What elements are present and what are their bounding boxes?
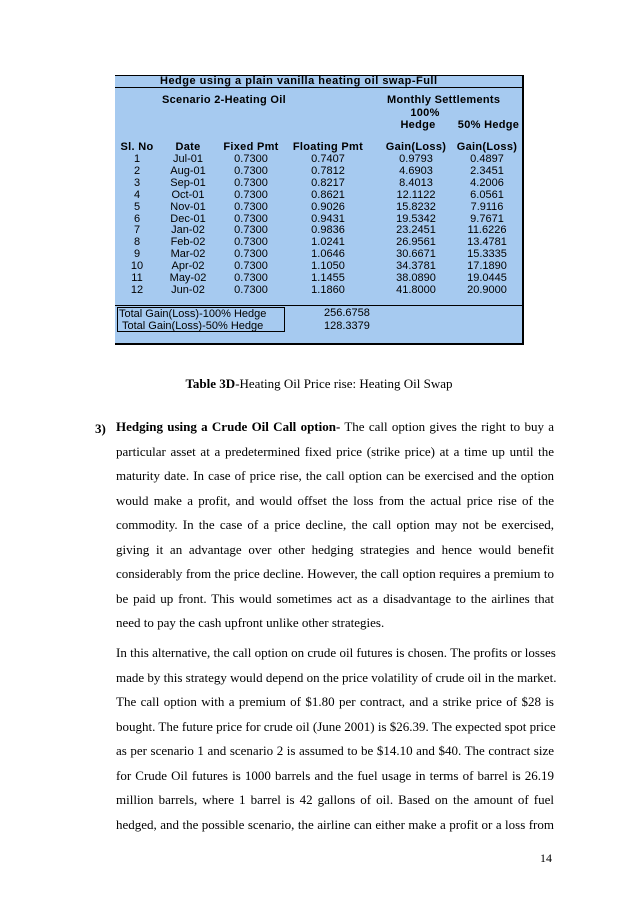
table-cell: 0.7300 xyxy=(234,200,268,213)
swap-table-figure xyxy=(115,75,524,345)
table-cell: 0.7300 xyxy=(234,272,268,284)
table-cell: 38.0890 xyxy=(396,272,436,284)
table-cell: Aug-01 xyxy=(170,164,206,177)
column-header: Gain(Loss) xyxy=(456,141,518,153)
total-100-label: Total Gain(Loss)-100% Hedge xyxy=(119,308,267,320)
table-cell: 11 xyxy=(131,272,143,284)
totals-divider xyxy=(115,305,522,306)
table-cell: 0.7300 xyxy=(234,236,268,249)
table-cell: 0.9793 xyxy=(399,153,433,165)
table-cell: 8 xyxy=(133,236,141,249)
table-cell: 12 xyxy=(130,283,144,296)
table-cell: Apr-02 xyxy=(171,260,205,273)
table-caption xyxy=(0,376,638,392)
paragraph-line: hedged, and the possible scenario, the airline can either make a profit or a loss from xyxy=(116,816,554,832)
table-cell: 0.8217 xyxy=(311,176,345,189)
table-cell: 1.1050 xyxy=(311,260,345,273)
table-cell: 1.0241 xyxy=(311,236,345,249)
table-cell: 1 xyxy=(133,153,141,165)
page-number: 14 xyxy=(540,851,552,865)
scenario-label: Scenario 2-Heating Oil xyxy=(162,94,286,106)
table-cell: 7.9116 xyxy=(470,200,504,213)
paragraph-line: commodity. In the case of a price decline, the call option may not be exercised, xyxy=(116,517,554,532)
caption-label: Table 3D xyxy=(185,376,236,391)
table-cell: 10 xyxy=(130,260,144,273)
section-3-paragraph xyxy=(116,415,554,636)
paragraph-line: need to pay the cash upfront unlike other strategies. xyxy=(116,615,385,630)
total-50-label: Total Gain(Loss)-50% Hedge xyxy=(122,320,264,332)
table-cell: 23.2451 xyxy=(396,224,436,237)
table-cell: 9.7671 xyxy=(470,212,504,225)
table-cell: 11.6226 xyxy=(467,224,507,237)
paragraph-line: would make a profit, and would offset the loss from the actual price rise of the xyxy=(116,492,554,508)
table-cell: Oct-01 xyxy=(171,188,205,201)
table-cell: 19.5342 xyxy=(396,212,436,225)
table-cell: 0.7300 xyxy=(234,153,268,165)
table-cell: 0.7812 xyxy=(311,164,345,177)
paragraph-line: for Crude Oil futures is 1000 barrels and the fuel usage in terms of barrel is 26.19 xyxy=(116,767,554,783)
hedge-50-label: 50% Hedge xyxy=(457,119,520,131)
table-cell: 17.1890 xyxy=(467,260,507,273)
paragraph-line: In this alternative, the call option on crude oil futures is chosen. The profits or losses xyxy=(116,645,556,660)
column-header: Floating Pmt xyxy=(292,141,364,153)
table-cell: 0.9431 xyxy=(311,212,345,225)
paragraph-line: be paid up front. This would sometimes act as a disadvantage to the airlines that xyxy=(116,590,554,606)
table-cell: 0.4897 xyxy=(470,153,504,165)
table-cell: Jul-01 xyxy=(173,153,203,165)
hedge-100-pct-label: 100% xyxy=(410,107,440,119)
table-cell: Dec-01 xyxy=(170,212,206,225)
table-cell: 1.1860 xyxy=(311,283,345,296)
table-cell: 19.0445 xyxy=(467,272,507,284)
table-cell: 6 xyxy=(133,212,141,225)
table-cell: 0.7300 xyxy=(234,176,268,189)
table-cell: 0.9836 xyxy=(311,224,345,237)
table-cell: 30.6671 xyxy=(396,248,436,261)
table-cell: Jan-02 xyxy=(171,224,205,237)
table-cell: 1.1455 xyxy=(311,272,345,284)
table-cell: 0.7300 xyxy=(234,248,268,261)
table-cell: 26.9561 xyxy=(396,236,436,249)
table-cell: 41.8000 xyxy=(396,283,436,296)
totals-box xyxy=(117,307,285,332)
table-cell: 3 xyxy=(133,176,141,189)
table-cell: 0.7300 xyxy=(234,224,268,237)
table-cell: 6.0561 xyxy=(470,188,504,201)
paragraph-line: million barrels, where 1 barrel is 42 gallons of oil. Based on the amount of fuel xyxy=(116,792,554,807)
column-header: Date xyxy=(175,141,201,153)
table-cell: 0.7300 xyxy=(234,164,268,177)
table-cell: 13.4781 xyxy=(467,236,507,249)
table-cell: 0.7407 xyxy=(311,153,345,165)
paragraph-line: as per scenario 1 and scenario 2 is assumed to be $14.10 and $40. The contract size xyxy=(116,743,554,758)
table-cell: 0.7300 xyxy=(234,188,268,201)
table-cell: Nov-01 xyxy=(170,200,206,213)
table-cell: Sep-01 xyxy=(170,176,206,189)
table-cell: 12.1122 xyxy=(396,188,436,201)
table-title-text: Hedge using a plain vanilla heating oil swap-Full xyxy=(160,75,438,87)
paragraph-line: bought. The future price for crude oil (June 2001) is $26.39. The expected spot price xyxy=(116,718,556,734)
table-cell: 0.8621 xyxy=(311,188,345,201)
call-option-paragraph xyxy=(116,641,557,837)
table-cell: 2 xyxy=(133,164,141,177)
hedge-label: Hedge xyxy=(400,119,436,131)
table-cell: 8.4013 xyxy=(399,176,433,189)
paragraph-line: considerably from the price decline. However, the call option requires a premium to xyxy=(116,566,554,581)
table-cell: 4 xyxy=(133,188,141,201)
table-cell: 2.3451 xyxy=(470,164,504,177)
monthly-settlements-label: Monthly Settlements xyxy=(387,94,501,106)
column-header: Sl. No xyxy=(120,141,154,153)
paragraph-line: maturity date. In case of price rise, the call option can be exercised and the option xyxy=(116,468,554,483)
table-cell: 4.2006 xyxy=(470,176,504,189)
table-cell: Mar-02 xyxy=(170,248,206,261)
table-cell: 15.8232 xyxy=(396,200,436,213)
total-50-value: 128.3379 xyxy=(324,320,370,332)
table-cell: 34.3781 xyxy=(396,260,436,273)
paragraph-line: made by this strategy would depend on the price volatility of crude oil in the market. xyxy=(116,669,557,685)
table-cell: 20.9000 xyxy=(467,283,507,296)
table-cell: 0.7300 xyxy=(234,212,268,225)
paragraph-line: The call option with a premium of $1.80 per contract, and a strike price of $28 is xyxy=(116,694,554,709)
column-header: Gain(Loss) xyxy=(385,141,447,153)
caption-text: -Heating Oil Price rise: Heating Oil Swap xyxy=(235,376,453,391)
table-cell: 5 xyxy=(133,200,141,213)
total-100-value: 256.6758 xyxy=(324,307,370,319)
table-cell: 1.0646 xyxy=(311,248,345,261)
table-cell: 9 xyxy=(133,248,141,261)
table-cell: 0.9026 xyxy=(311,200,345,213)
table-cell: 15.3335 xyxy=(467,248,507,261)
table-cell: 0.7300 xyxy=(234,260,268,273)
paragraph-line: giving it an advantage over other hedging strategies and hence would benefit xyxy=(116,541,554,557)
table-title xyxy=(115,75,522,88)
section-number: 3) xyxy=(95,421,106,436)
first-line-text: The call option gives the right to buy a xyxy=(344,419,554,434)
column-header: Fixed Pmt xyxy=(223,141,279,153)
table-cell: 0.7300 xyxy=(234,283,268,296)
table-cell: Jun-02 xyxy=(171,283,205,296)
table-cell: 7 xyxy=(133,224,141,237)
section-heading: Hedging using a Crude Oil Call option- xyxy=(116,419,341,434)
paragraph-line xyxy=(116,415,554,440)
table-cell: 4.6903 xyxy=(399,164,433,177)
table-cell: Feb-02 xyxy=(170,236,206,249)
paragraph-line: particular asset at a predetermined fixed price (strike price) at a time up until the xyxy=(116,443,554,459)
table-cell: May-02 xyxy=(169,272,207,284)
